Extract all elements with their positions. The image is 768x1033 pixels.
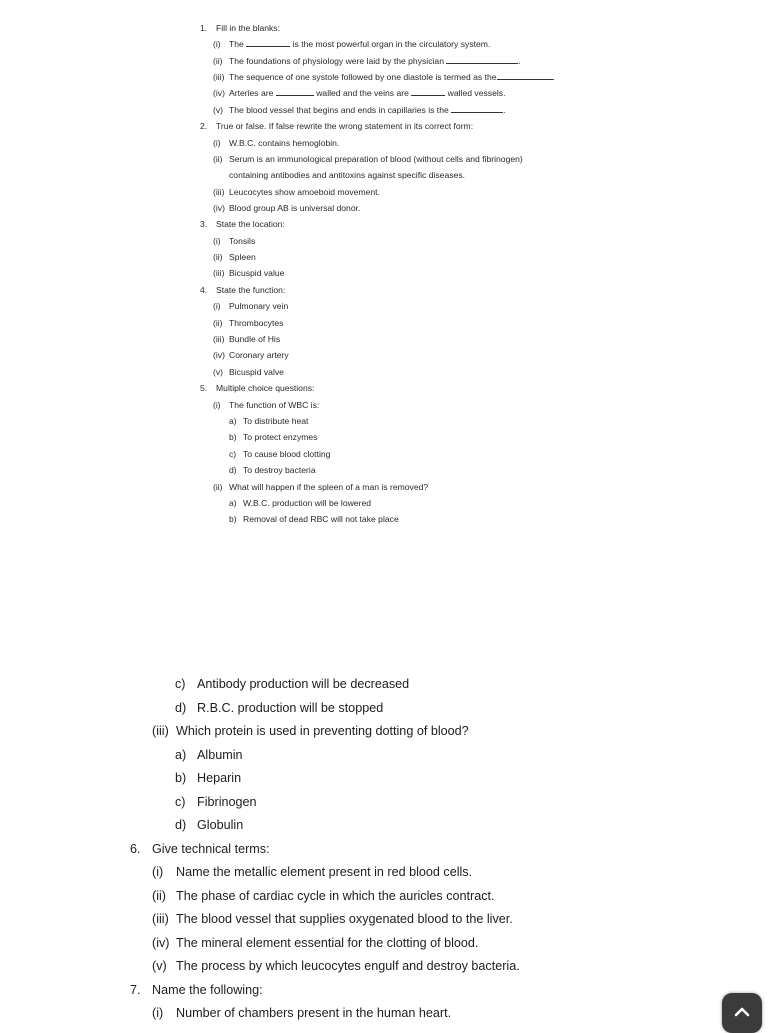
question-5-heading: [200, 383, 314, 393]
question-number: 7.: [130, 983, 141, 997]
chevron-up-icon: [734, 1007, 750, 1017]
list-item: (iv) Arteries are walled and the veins are walled vessels.: [213, 88, 506, 98]
list-item: (iii) Which protein is used in preventing dotting of blood?: [152, 724, 469, 738]
question-text: State the function:: [216, 285, 286, 295]
option-item: c) To cause blood clotting: [229, 449, 331, 459]
list-item: (iii) Bundle of His: [213, 334, 281, 344]
question-text: True or false. If false rewrite the wrong statement in its correct form:: [216, 121, 474, 131]
answer-blank: [411, 88, 445, 96]
question-text: Name the following:: [152, 983, 263, 997]
question-number: 5.: [200, 383, 208, 393]
question-number: 3.: [200, 219, 208, 229]
question-text: Fill in the blanks:: [216, 23, 281, 33]
option-item: a) To distribute heat: [229, 416, 309, 426]
list-item: (iv) The mineral element essential for the clotting of blood.: [152, 936, 479, 950]
question-number: 1.: [200, 23, 208, 33]
list-item: (iii) Leucocytes show amoeboid movement.: [213, 187, 380, 197]
list-item: (iii) The sequence of one systole followed by one diastole is termed as the .: [213, 72, 555, 82]
answer-blank: [451, 105, 503, 113]
option-item: b) Heparin: [175, 771, 242, 785]
list-item: (i) Number of chambers present in the human heart.: [152, 1006, 452, 1020]
list-item: (ii) The phase of cardiac cycle in which the auricles contract.: [152, 889, 495, 903]
option-item: c) Antibody production will be decreased: [175, 677, 410, 691]
list-item: (iv) Coronary artery: [213, 350, 289, 360]
answer-blank: [446, 56, 518, 64]
question-7-heading: [130, 983, 263, 997]
list-item: (i) Tonsils: [213, 236, 256, 246]
question-number: 4.: [200, 285, 208, 295]
list-item: (iii) Bicuspid value: [213, 268, 285, 278]
answer-blank: [276, 88, 314, 96]
list-item: (ii) What will happen if the spleen of a man is removed?: [213, 482, 429, 492]
list-item: (i) Pulmonary vein: [213, 301, 289, 311]
option-item: a) W.B.C. production will be lowered: [229, 498, 372, 508]
option-item: d) Globulin: [175, 818, 244, 832]
option-item: c) Fibrinogen: [175, 795, 257, 809]
list-item: (v) Bicuspid valve: [213, 367, 284, 377]
question-number: 2.: [200, 121, 208, 131]
list-item: (i) Name the metallic element present in red blood cells.: [152, 865, 473, 879]
question-4-heading: [200, 285, 285, 295]
question-text: State the location:: [216, 219, 285, 229]
list-item: (v) The process by which leucocytes engulf and destroy bacteria.: [152, 959, 520, 973]
list-item: (iii) The blood vessel that supplies oxygenated blood to the liver.: [152, 912, 513, 926]
list-item: (i) W.B.C. contains hemoglobin.: [213, 138, 340, 148]
option-item: b) To protect enzymes: [229, 432, 318, 442]
question-text: Give technical terms:: [152, 842, 270, 856]
option-item: b) Removal of dead RBC will not take place: [229, 514, 399, 524]
question-text: Multiple choice questions:: [216, 383, 315, 393]
list-item: (i) The is the most powerful organ in the circulatory system.: [213, 39, 491, 49]
list-item: (ii) Spleen: [213, 252, 256, 262]
question-1-heading: [200, 23, 280, 33]
question-number: 6.: [130, 842, 141, 856]
list-item: (ii) Serum is an immunological preparation of blood (without cells and fibrinogen): [213, 154, 523, 164]
list-item-continuation: containing antibodies and antitoxins against specific diseases.: [229, 170, 466, 180]
list-item: (ii) The foundations of physiology were laid by the physician .: [213, 56, 521, 66]
scroll-to-top-button[interactable]: [722, 993, 762, 1033]
answer-blank: [497, 72, 553, 80]
list-item: (ii) Thrombocytes: [213, 318, 284, 328]
list-item: (i) The function of WBC is:: [213, 400, 320, 410]
list-item: (iv) Blood group AB is universal donor.: [213, 203, 361, 213]
question-6-heading: [130, 842, 270, 856]
option-item: d) R.B.C. production will be stopped: [175, 701, 384, 715]
list-item: (v) The blood vessel that begins and ends in capillaries is the .: [213, 105, 506, 115]
option-item: a) Albumin: [175, 748, 243, 762]
question-3-heading: [200, 219, 285, 229]
question-2-heading: [200, 121, 473, 131]
answer-blank: [246, 39, 290, 47]
option-item: d) To destroy bacteria: [229, 465, 316, 475]
